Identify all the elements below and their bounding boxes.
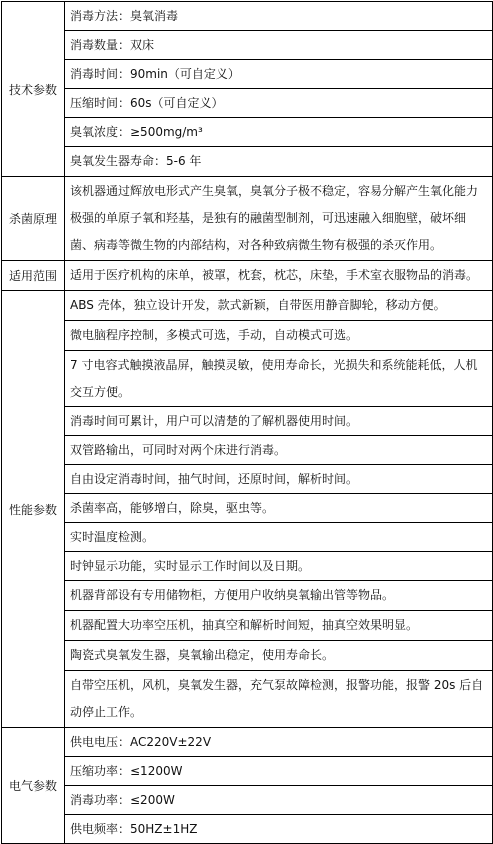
table-row bbox=[2, 436, 493, 465]
table-row bbox=[2, 815, 493, 844]
value-cell: 自带空压机，风机，臭氧发生器，充气泵故障检测，报警功能，报警 20s 后自动停止工作。 bbox=[65, 671, 493, 728]
value-cell: 自由设定消毒时间，抽气时间，还原时间，解析时间。 bbox=[65, 465, 493, 494]
value-cell: 陶瓷式臭氧发生器，臭氧输出稳定，使用寿命长。 bbox=[65, 641, 493, 671]
table-row bbox=[2, 552, 493, 581]
table-row bbox=[2, 89, 493, 118]
value-cell: 该机器通过辉放电形式产生臭氧，臭氧分子极不稳定，容易分解产生氧化能力极强的单原子氧和羟基，是独有的融菌型制剂，可迅速融入细胞壁，破坏细菌、病毒等微生物的内部结构，对各种致病微生物有极强的杀灭作用。 bbox=[65, 177, 493, 261]
value-cell: 机器配置大功率空压机，抽真空和解析时间短，抽真空效果明显。 bbox=[65, 611, 493, 641]
value-cell: 7 寸电容式触摸液晶屏，触摸灵敏，使用寿命长，光损失和系统能耗低，人机交互方便。 bbox=[65, 351, 493, 407]
category-cell: 性能参数 bbox=[2, 291, 65, 728]
value-cell: 压缩功率：≤1200W bbox=[65, 757, 493, 786]
table-row bbox=[2, 728, 493, 757]
value-cell: 实时温度检测。 bbox=[65, 523, 493, 552]
table-row bbox=[2, 786, 493, 815]
table-row bbox=[2, 671, 493, 728]
table-row bbox=[2, 407, 493, 436]
value-cell: 臭氧浓度：≥500mg/m³ bbox=[65, 118, 493, 147]
table-row bbox=[2, 60, 493, 89]
value-cell: 消毒数量：双床 bbox=[65, 31, 493, 60]
table-row bbox=[2, 118, 493, 147]
category-cell: 电气参数 bbox=[2, 728, 65, 844]
category-cell: 适用范围 bbox=[2, 261, 65, 291]
table-row bbox=[2, 465, 493, 494]
value-cell: 机器背部设有专用储物柜，方便用户收纳臭氧输出管等物品。 bbox=[65, 581, 493, 611]
table-row bbox=[2, 611, 493, 641]
value-cell: ABS 壳体，独立设计开发，款式新颖，自带医用静音脚轮，移动方便。 bbox=[65, 291, 493, 321]
table-row bbox=[2, 177, 493, 261]
table-row bbox=[2, 641, 493, 671]
spec-table bbox=[1, 1, 493, 844]
value-cell: 时钟显示功能，实时显示工作时间以及日期。 bbox=[65, 552, 493, 581]
value-cell: 消毒时间：90min（可自定义） bbox=[65, 60, 493, 89]
value-cell: 消毒方法：臭氧消毒 bbox=[65, 2, 493, 31]
value-cell: 供电频率：50HZ±1HZ bbox=[65, 815, 493, 844]
value-cell: 臭氧发生器寿命：5-6 年 bbox=[65, 147, 493, 177]
table-row bbox=[2, 581, 493, 611]
value-cell: 杀菌率高，能够增白，除臭，驱虫等。 bbox=[65, 494, 493, 523]
table-row bbox=[2, 261, 493, 291]
table-row bbox=[2, 321, 493, 351]
value-cell: 消毒功率：≤200W bbox=[65, 786, 493, 815]
table-row bbox=[2, 351, 493, 407]
table-row bbox=[2, 757, 493, 786]
value-cell: 双管路输出，可同时对两个床进行消毒。 bbox=[65, 436, 493, 465]
table-row bbox=[2, 31, 493, 60]
value-cell: 适用于医疗机构的床单，被罩，枕套，枕芯，床垫，手术室衣服物品的消毒。 bbox=[65, 261, 493, 291]
table-row bbox=[2, 291, 493, 321]
table-row bbox=[2, 147, 493, 177]
value-cell: 微电脑程序控制，多模式可选，手动，自动模式可选。 bbox=[65, 321, 493, 351]
category-cell: 杀菌原理 bbox=[2, 177, 65, 261]
table-row bbox=[2, 2, 493, 31]
table-row bbox=[2, 523, 493, 552]
table-row bbox=[2, 494, 493, 523]
value-cell: 供电电压：AC220V±22V bbox=[65, 728, 493, 757]
value-cell: 压缩时间：60s（可自定义） bbox=[65, 89, 493, 118]
category-cell: 技术参数 bbox=[2, 2, 65, 177]
value-cell: 消毒时间可累计，用户可以清楚的了解机器使用时间。 bbox=[65, 407, 493, 436]
